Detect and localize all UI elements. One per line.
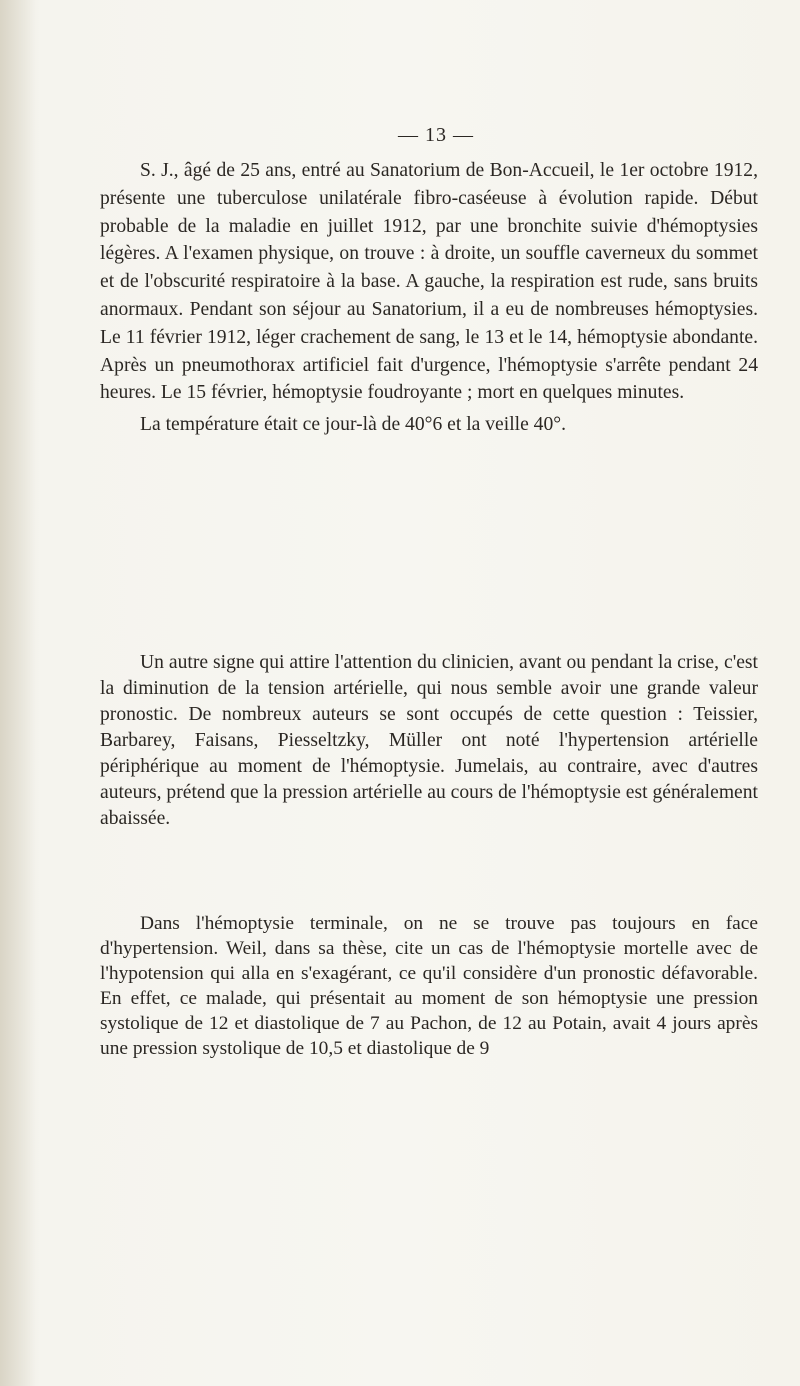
terminal-hemoptysis-paragraph: Dans l'hémoptysie terminale, on ne se trouve pas toujours en face d'hypertension. Weil, dans sa thèse, cite un cas de l'hémoptysie mortelle avec de l'hypotension qui alla en s'exagérant, ce qu'il considère d'un pronostic défavorable. En effet, ce malade, qui présentait au moment de son hémoptysie une pression systolique de 12 et diastolique de 7 au Pachon, de 12 au Potain, avait 4 jours après une pression systolique de 10,5 et diastolique de 9 bbox=[100, 913, 758, 1059]
tension-sign-paragraph: Un autre signe qui attire l'attention du clinicien, avant ou pendant la crise, c'est la diminution de la tension artérielle, qui nous semble avoir une grande valeur pronostic. De nombreux auteurs se sont occupés de cette question : Teissier, Barbarey, Faisans, Piesseltzky, Müller ont noté l'hypertension artérielle périphérique au moment de l'hémoptysie. Jumelais, au contraire, avec d'autres auteurs, prétend que la pression artérielle au cours de l'hémoptysie est généralement abaissée. bbox=[100, 652, 758, 829]
case-report-section bbox=[100, 157, 758, 439]
temperature-paragraph: La température était ce jour-là de 40°6 et la veille 40°. bbox=[140, 414, 567, 436]
terminal-section bbox=[100, 911, 758, 1061]
binding-shadow bbox=[0, 0, 36, 1386]
page-number: — 13 — bbox=[398, 124, 474, 146]
case-report-paragraph: S. J., âgé de 25 ans, entré au Sanatorium de Bon-Accueil, le 1er octobre 1912, présente une tuberculose unilatérale fibro-caséeuse à évolution rapide. Début probable de la maladie en juillet 1912, par une bronchite suivie d'hémoptysies légères. A l'examen physique, on trouve : à droite, un souffle caverneux du sommet et de l'obscurité respiratoire à la base. A gauche, la respiration est rude, sans bruits anormaux. Pendant son séjour au Sanatorium, il a eu de nombreuses hémoptysies. Le 11 février 1912, léger crachement de sang, le 13 et le 14, hémoptysie abondante. Après un pneumothorax artificiel fait d'urgence, l'hémoptysie s'arrête pendant 24 heures. Le 15 février, hémoptysie foudroyante ; mort en quelques minutes. bbox=[100, 160, 758, 404]
tension-section bbox=[100, 650, 758, 832]
